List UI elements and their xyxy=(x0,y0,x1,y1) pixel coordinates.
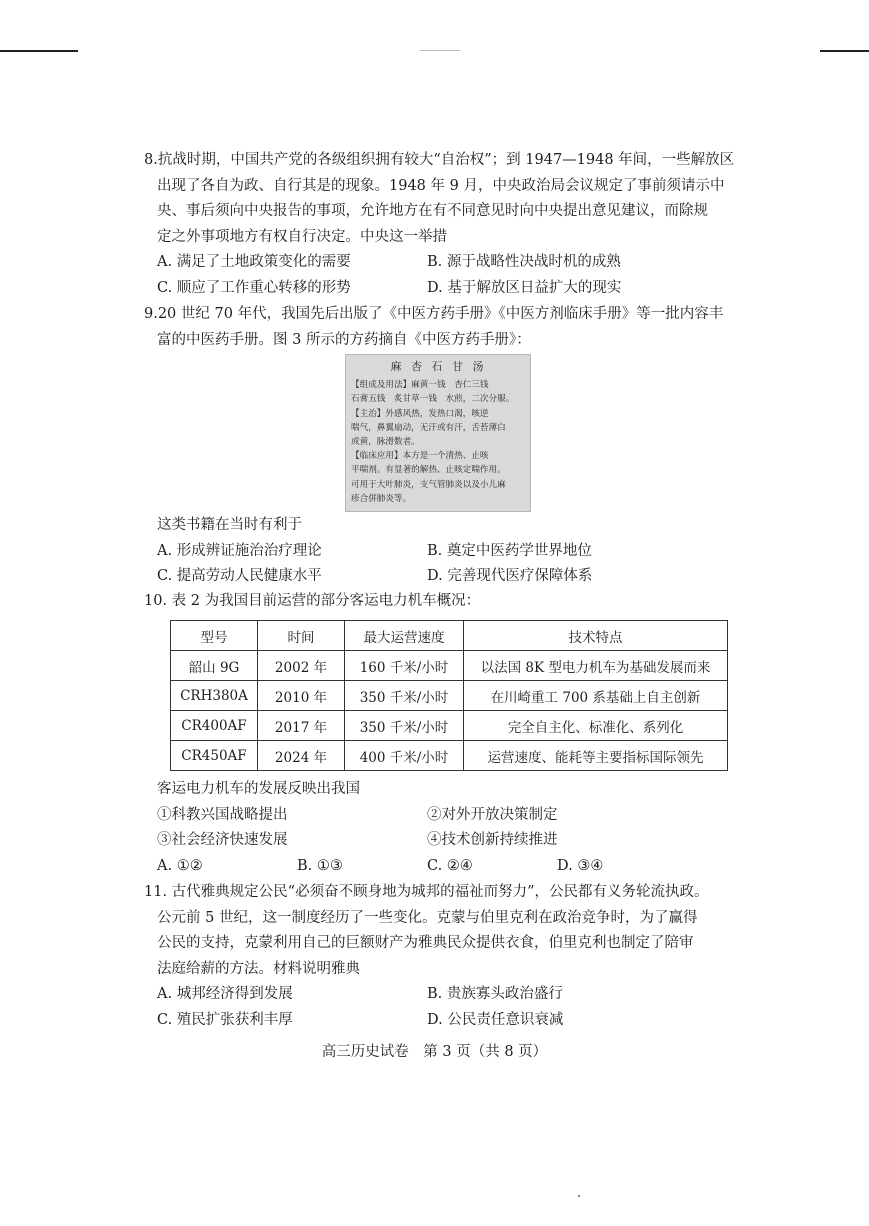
option-row xyxy=(144,276,744,302)
option-row xyxy=(144,564,744,590)
question-stem-line: 央、事后须向中央报告的事项，允许地方在有不同意见时向中央提出意见建议，而除规 xyxy=(157,203,708,219)
table-header-cell: 型号 xyxy=(171,621,258,651)
question-9-options xyxy=(144,513,744,590)
figure-line: 【主治】外感风热，发热口渴，咳逆 xyxy=(351,408,489,419)
figure-line: 可用于大叶肺炎，支气管肺炎以及小儿麻 xyxy=(351,479,506,490)
table-cell: 2024 年 xyxy=(258,741,345,771)
question-stem-line: 10. 表 2 为我国目前运营的部分客运电力机车概况： xyxy=(144,593,481,609)
question-stem-line: 公民的支持，克蒙利用自己的巨额财产为雅典民众提供衣食，伯里克利也制定了陪审 xyxy=(157,935,694,951)
table-cell: 在川崎重工 700 系基础上自主创新 xyxy=(464,681,728,711)
table-header-row xyxy=(171,621,728,651)
question-stem-line: 定之外事项地方有权自行决定。中央这一举措 xyxy=(157,228,447,245)
option-a: A. 形成辨证施治治疗理论 xyxy=(157,542,322,559)
question-lead: 客运电力机车的发展反映出我国 xyxy=(157,781,360,797)
question-stem-line: 公元前 5 世纪，这一制度经历了一些变化。克蒙与伯里克利在政治竞争时，为了赢得 xyxy=(157,909,698,926)
figure-line: 疹合併肺炎等。 xyxy=(351,493,412,504)
table-cell: 350 千米/小时 xyxy=(345,711,464,741)
question-stem-line: 法庭给薪的方法。材料说明雅典 xyxy=(157,960,360,977)
question-11 xyxy=(144,880,764,1033)
page-footer: 高三历史试卷 第 3 页（共 8 页） xyxy=(321,1044,548,1060)
question-10-options xyxy=(144,777,744,879)
scan-edge-line xyxy=(820,50,869,52)
option-a: A. 城邦经济得到发展 xyxy=(157,986,293,1002)
question-8 xyxy=(144,148,744,301)
table-cell: CR400AF xyxy=(171,711,258,741)
option-b: B. 源于战略性决战时机的成熟 xyxy=(427,254,621,270)
question-9 xyxy=(144,302,744,353)
table-cell: 2010 年 xyxy=(258,681,345,711)
table-cell: 160 千米/小时 xyxy=(345,651,464,681)
scan-speck xyxy=(578,1195,580,1197)
table-cell: CR450AF xyxy=(171,741,258,771)
figure-line: 或黄，脉滑数者。 xyxy=(351,437,420,448)
option-c: C. 提高劳动人民健康水平 xyxy=(157,568,322,584)
statement-row xyxy=(144,803,744,829)
scan-edge-line xyxy=(420,50,460,51)
question-stem-line: 富的中医药手册。图 3 所示的方药摘自《中医方药手册》： xyxy=(157,331,531,348)
table-row xyxy=(171,711,728,741)
locomotive-table xyxy=(170,620,728,771)
option-row xyxy=(144,250,744,276)
figure-3-prescription xyxy=(345,354,531,512)
statement-4: ④技术创新持续推进 xyxy=(427,832,558,848)
option-d: D. 基于解放区日益扩大的现实 xyxy=(427,279,622,296)
table-cell: 400 千米/小时 xyxy=(345,741,464,771)
statement-2: ②对外开放决策制定 xyxy=(427,806,558,823)
statement-3: ③社会经济快速发展 xyxy=(157,832,288,848)
figure-line: 喘气，鼻翼扇动，无汗或有汗，舌苔薄白 xyxy=(351,422,506,433)
option-c: C. 顺应了工作重心转移的形势 xyxy=(157,279,351,296)
option-row xyxy=(144,539,744,565)
option-row xyxy=(144,854,744,880)
table-row xyxy=(171,651,728,681)
option-b: B. 奠定中医药学世界地位 xyxy=(427,542,592,559)
table-header-cell: 最大运营速度 xyxy=(345,621,464,651)
option-row xyxy=(144,982,764,1008)
option-b: B. 贵族寡头政治盛行 xyxy=(427,986,563,1002)
table-cell: 运营速度、能耗等主要指标国际领先 xyxy=(464,741,728,771)
figure-line: 【临床应用】本方是一个清热、止咳 xyxy=(351,451,489,462)
question-stem-line: 11. 古代雅典规定公民“必须奋不顾身地为城邦的福祉而努力”，公民都有义务轮流执政。 xyxy=(144,884,709,900)
scan-edge-line xyxy=(0,50,78,52)
statement-row xyxy=(144,828,744,854)
figure-line: 平喘剂。有显著的解热、止咳定喘作用。 xyxy=(351,465,506,476)
option-a: A. 满足了土地政策变化的需要 xyxy=(157,254,351,270)
option-d: D. 公民责任意识衰减 xyxy=(427,1011,564,1028)
table-cell: 2002 年 xyxy=(258,651,345,681)
table-row xyxy=(171,681,728,711)
figure-title: 麻 杏 石 甘 汤 xyxy=(390,360,487,373)
option-c: C. ②④ xyxy=(427,857,473,874)
table-cell: 以法国 8K 型电力机车为基础发展而来 xyxy=(464,651,728,681)
option-d: D. 完善现代医疗保障体系 xyxy=(427,568,593,584)
option-row xyxy=(144,1008,764,1034)
question-stem-line: 出现了各自为政、自行其是的现象。1948 年 9 月，中央政治局会议规定了事前须请示中 xyxy=(157,177,725,194)
option-a: A. ①② xyxy=(157,857,203,874)
table-cell: 完全自主化、标准化、系列化 xyxy=(464,711,728,741)
table-row xyxy=(171,741,728,771)
question-10 xyxy=(144,589,744,615)
question-stem-line: 9.20 世纪 70 年代，我国先后出版了《中医方药手册》《中医方剂临床手册》等一批内容丰 xyxy=(144,306,724,322)
table-header-cell: 技术特点 xyxy=(464,621,728,651)
figure-line: 【组成及用法】麻黄一钱 杏仁三钱 xyxy=(351,380,489,391)
table-cell: 2017 年 xyxy=(258,711,345,741)
statement-1: ①科教兴国战略提出 xyxy=(157,806,288,823)
table-cell: CRH380A xyxy=(171,681,258,711)
figure-line: 石膏五钱 炙甘草一钱 水煎，二次分服。 xyxy=(351,394,515,405)
option-b: B. ①③ xyxy=(297,857,343,874)
option-c: C. 殖民扩张获利丰厚 xyxy=(157,1011,293,1028)
option-d: D. ③④ xyxy=(557,857,604,874)
question-lead: 这类书籍在当时有利于 xyxy=(157,517,302,533)
table-cell: 350 千米/小时 xyxy=(345,681,464,711)
table-cell: 韶山 9G xyxy=(171,651,258,681)
table-header-cell: 时间 xyxy=(258,621,345,651)
question-stem-line: 8.抗战时期，中国共产党的各级组织拥有较大“自治权”；到 1947—1948 年间，一些解放区 xyxy=(144,152,735,168)
